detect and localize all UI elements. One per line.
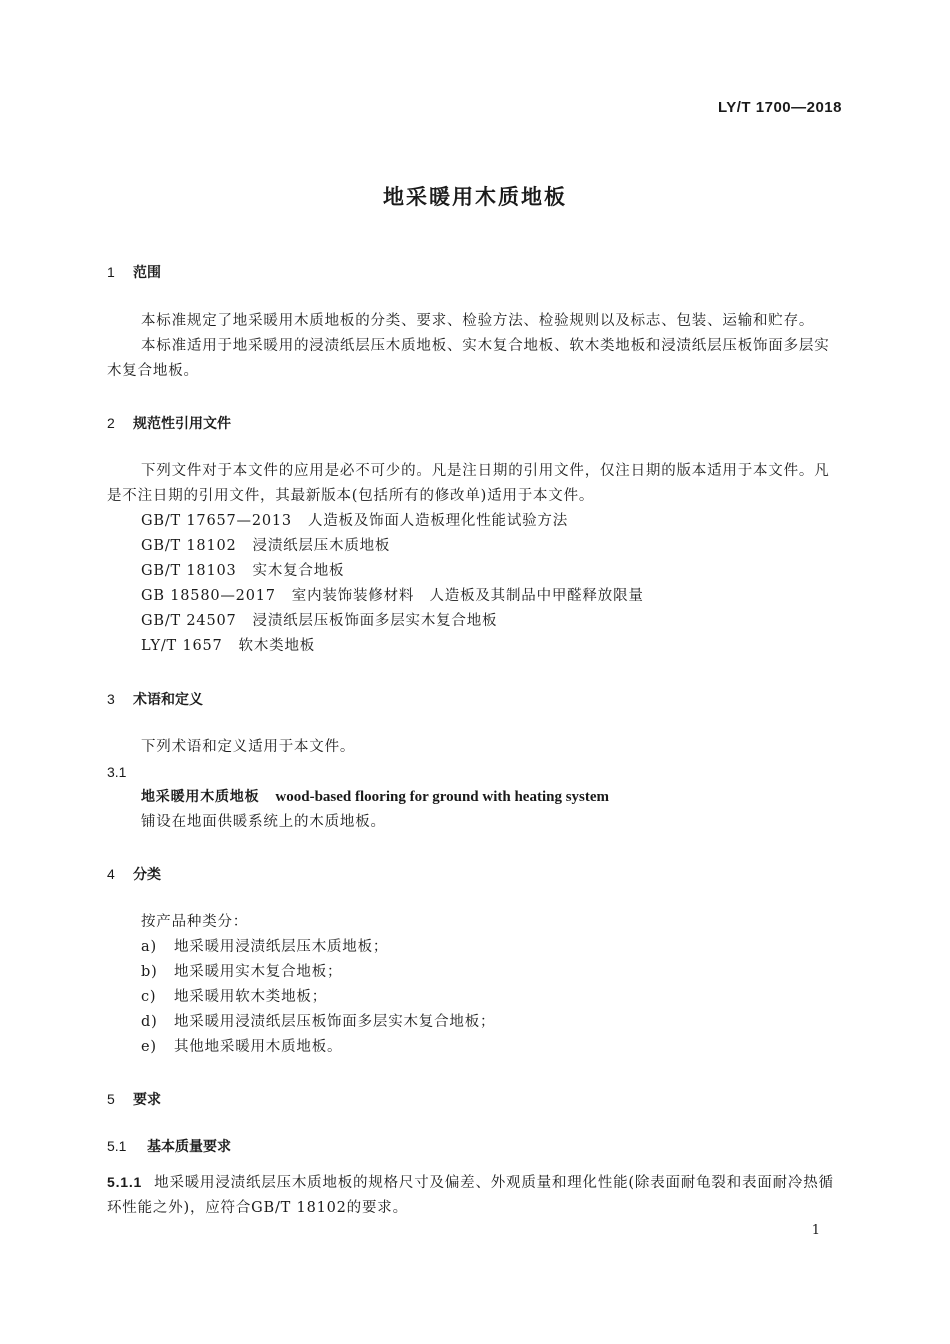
list-text: 地采暖用软木类地板； xyxy=(174,989,327,1005)
standard-code: LY/T 1700—2018 xyxy=(717,99,842,116)
reference-title: 实木复合地板 xyxy=(252,563,345,579)
section-2-paragraph-1: 下列文件对于本文件的应用是必不可少的。凡是注日期的引用文件，仅注日期的版本适用于本文件。凡是不注日期的引用文件，其最新版本(包括所有的修改单)适用于本文件。 xyxy=(107,463,830,504)
section-title: 范围 xyxy=(133,265,161,281)
section-title: 术语和定义 xyxy=(133,692,203,708)
section-number: 5 xyxy=(107,1091,115,1107)
list-text: 地采暖用实木复合地板； xyxy=(174,964,343,980)
clause-number: 5.1.1 xyxy=(107,1174,143,1190)
reference-item xyxy=(141,559,344,584)
section-4-heading xyxy=(107,864,161,884)
section-title: 规范性引用文件 xyxy=(133,416,231,432)
page-number: 1 xyxy=(811,1223,820,1238)
reference-item xyxy=(141,634,315,659)
reference-title: 人造板及饰面人造板理化性能试验方法 xyxy=(307,513,569,529)
reference-code: GB/T 17657—2013 xyxy=(141,513,292,529)
list-text: 地采暖用浸渍纸层压木质地板； xyxy=(174,939,389,955)
list-item xyxy=(141,985,327,1010)
subsection-title: 基本质量要求 xyxy=(147,1139,231,1155)
term-english: wood-based flooring for ground with heating system xyxy=(275,789,610,805)
section-3-heading xyxy=(107,689,203,709)
section-1-paragraph-1: 本标准规定了地采暖用木质地板的分类、要求、检验方法、检验规则以及标志、包装、运输和贮存。 xyxy=(141,313,815,329)
clause-text: 地采暖用浸渍纸层压木质地板的规格尺寸及偏差、外观质量和理化性能(除表面耐龟裂和表面耐冷热循环性能之外)，应符合GB/T 18102的要求。 xyxy=(107,1175,834,1216)
list-marker: e) xyxy=(141,1039,157,1055)
term-entry xyxy=(141,785,609,810)
subsection-5-1-heading xyxy=(107,1136,231,1156)
reference-code: GB 18580—2017 xyxy=(141,588,276,604)
section-4-paragraph-1: 按产品种类分： xyxy=(141,914,249,930)
reference-title: 室内装饰装修材料 人造板及其制品中甲醛释放限量 xyxy=(291,588,644,604)
reference-title: 软木类地板 xyxy=(238,638,316,654)
section-3-paragraph-1: 下列术语和定义适用于本文件。 xyxy=(141,739,356,755)
reference-code: GB/T 18102 xyxy=(141,538,237,554)
reference-item xyxy=(141,534,390,559)
list-text: 地采暖用浸渍纸层压板饰面多层实木复合地板； xyxy=(174,1014,496,1030)
reference-code: LY/T 1657 xyxy=(141,638,223,654)
list-marker: c) xyxy=(141,989,157,1005)
list-marker: d) xyxy=(141,1014,158,1030)
section-5-heading xyxy=(107,1089,161,1109)
section-number: 1 xyxy=(107,264,115,280)
term-number: 3.1 xyxy=(107,764,127,780)
subsection-number: 5.1 xyxy=(107,1138,127,1154)
term-chinese: 地采暖用木质地板 xyxy=(141,789,260,805)
list-marker: b) xyxy=(141,964,158,980)
reference-code: GB/T 24507 xyxy=(141,613,237,629)
list-item xyxy=(141,960,342,985)
list-item xyxy=(141,1010,495,1035)
list-text: 其他地采暖用木质地板。 xyxy=(174,1039,343,1055)
section-number: 4 xyxy=(107,866,115,882)
reference-title: 浸渍纸层压木质地板 xyxy=(252,538,391,554)
document-title: 地采暖用木质地板 xyxy=(383,185,567,209)
section-2-heading xyxy=(107,413,231,433)
list-item xyxy=(141,935,388,960)
section-title: 分类 xyxy=(133,867,161,883)
section-number: 2 xyxy=(107,415,115,431)
clause-5-1-1 xyxy=(107,1170,843,1221)
section-1-heading xyxy=(107,262,161,282)
list-marker: a) xyxy=(141,939,157,955)
reference-item xyxy=(141,509,568,534)
list-item xyxy=(141,1035,342,1060)
reference-title: 浸渍纸层压板饰面多层实木复合地板 xyxy=(252,613,498,629)
reference-item xyxy=(141,609,497,634)
section-1-paragraph-2: 本标准适用于地采暖用的浸渍纸层压木质地板、实木复合地板、软木类地板和浸渍纸层压板饰面多层实木复合地板。 xyxy=(107,338,830,379)
section-number: 3 xyxy=(107,691,115,707)
section-title: 要求 xyxy=(133,1092,161,1108)
term-definition: 铺设在地面供暖系统上的木质地板。 xyxy=(141,814,386,830)
reference-code: GB/T 18103 xyxy=(141,563,237,579)
reference-item xyxy=(141,584,644,609)
